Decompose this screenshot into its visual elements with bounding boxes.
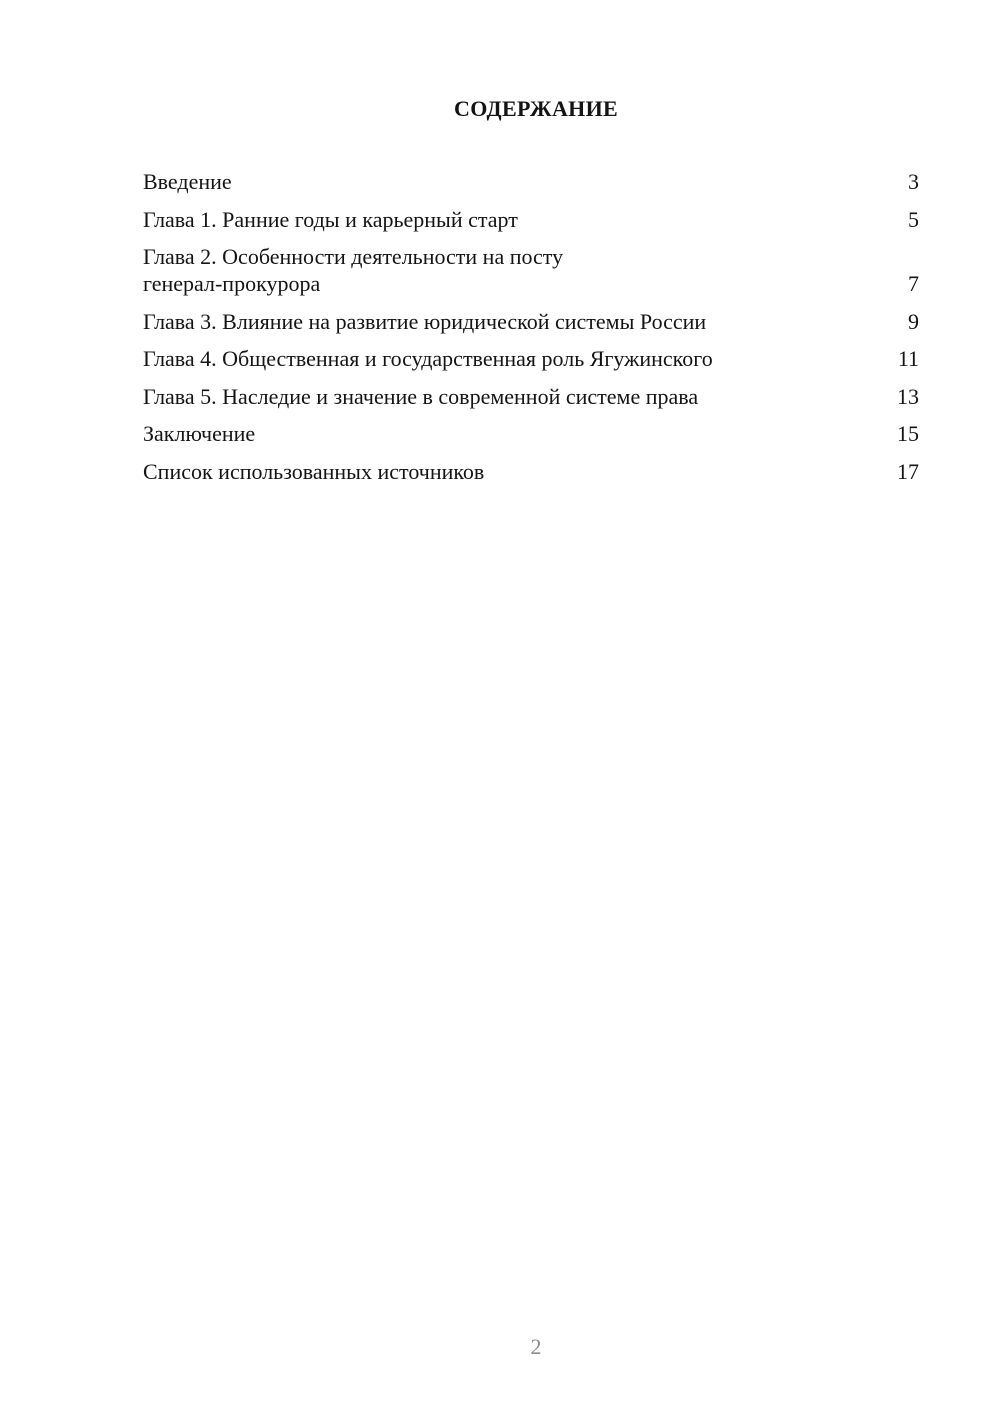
toc-entry-title: Глава 3. Влияние на развитие юридической системы России — [143, 308, 707, 334]
toc-entry-chapter-5 — [143, 383, 919, 410]
toc-entry-title: Введение — [143, 169, 232, 194]
toc-entry-references — [143, 458, 919, 485]
toc-entry-page: 7 — [908, 271, 919, 296]
page-title: СОДЕРЖАНИЕ — [454, 96, 618, 121]
toc-entry-page: 5 — [908, 206, 919, 232]
toc-entry-title: Глава 5. Наследие и значение в современной системе права — [143, 383, 699, 409]
toc-entry-page: 3 — [908, 169, 919, 194]
toc-entry-introduction — [143, 168, 919, 195]
page-number: 2 — [530, 1334, 542, 1359]
toc-entry-conclusion — [143, 420, 919, 447]
toc-entry-chapter-2 — [143, 243, 919, 297]
toc-entry-title: Глава 1. Ранние годы и карьерный старт — [143, 206, 518, 232]
toc-entry-title: Глава 2. Особенности деятельности на посту генерал-прокурора — [143, 244, 564, 296]
toc-entry-page: 9 — [908, 308, 919, 334]
toc-entry-page: 15 — [897, 421, 919, 446]
toc-entry-chapter-1 — [143, 206, 919, 233]
table-of-contents — [143, 168, 919, 495]
toc-entry-page: 11 — [897, 346, 919, 371]
toc-entry-chapter-3 — [143, 308, 919, 335]
toc-entry-chapter-4 — [143, 345, 919, 372]
toc-entry-page: 13 — [897, 383, 919, 409]
toc-entry-title: Заключение — [143, 421, 256, 446]
toc-entry-title: Список использованных источников — [143, 458, 485, 484]
toc-entry-title: Глава 4. Общественная и государственная роль Ягужинского — [143, 346, 713, 371]
toc-entry-page: 17 — [897, 458, 919, 484]
